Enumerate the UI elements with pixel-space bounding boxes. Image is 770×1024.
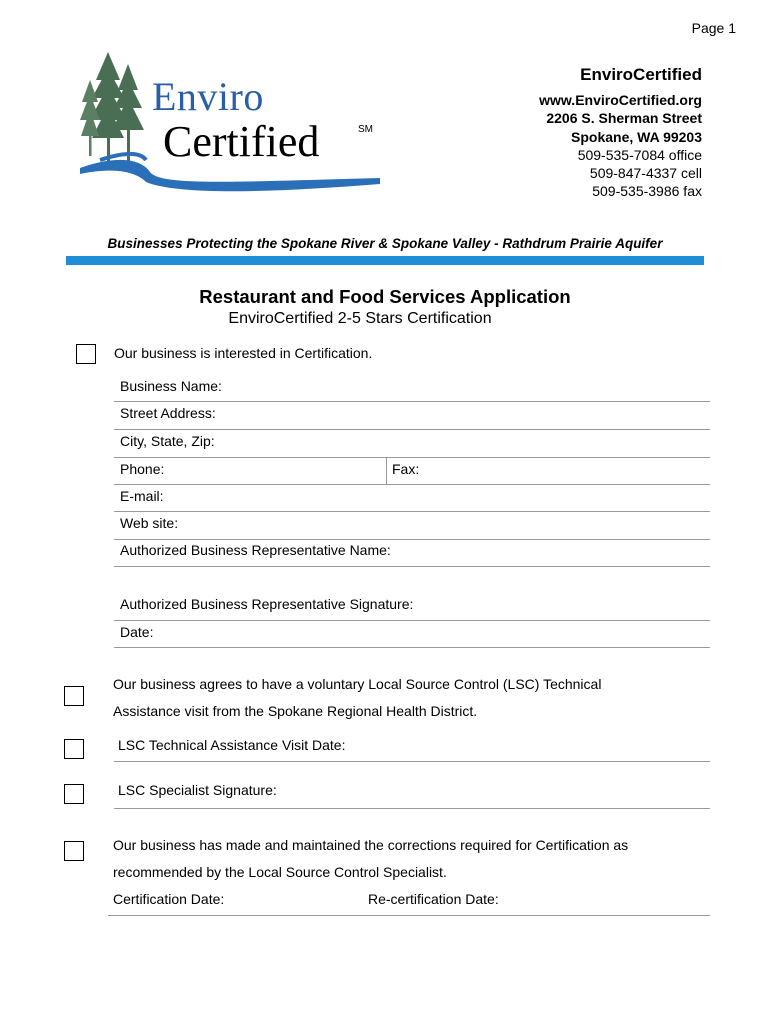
form-title: Restaurant and Food Services Application	[199, 286, 571, 307]
corrections-text-line1: Our business has made and maintained the corrections required for Certification as	[113, 837, 629, 853]
header-divider-bar	[66, 256, 704, 265]
lsc-visit-date-field[interactable]	[114, 761, 710, 762]
corrections-checkbox[interactable]	[64, 841, 84, 861]
street-address-field[interactable]	[114, 429, 710, 430]
website-label: Web site:	[120, 515, 179, 531]
interest-label: Our business is interested in Certification.	[114, 345, 373, 361]
logo-wordmark-certified: Certified	[163, 117, 320, 166]
form-subtitle: EnviroCertified 2-5 Stars Certification	[228, 310, 492, 327]
corrections-text-line2: recommended by the Local Source Control Specialist.	[113, 864, 447, 880]
email-field[interactable]	[114, 511, 710, 512]
lsc-signature-checkbox[interactable]	[64, 784, 84, 804]
website-field[interactable]	[114, 539, 710, 540]
page-number: Page 1	[691, 20, 736, 36]
rep-name-field[interactable]	[114, 566, 710, 567]
fax-label: Fax:	[392, 461, 420, 477]
email-label: E-mail:	[120, 488, 164, 504]
org-name: EnviroCertified	[580, 65, 702, 84]
city-state-zip-field[interactable]	[114, 457, 710, 458]
rep-name-label: Authorized Business Representative Name:	[120, 542, 391, 558]
date-label: Date:	[120, 624, 154, 640]
org-office-phone: 509-535-7084 office	[577, 146, 702, 163]
lsc-signature-field[interactable]	[114, 808, 710, 809]
phone-fax-divider	[386, 457, 387, 484]
lsc-visit-checkbox[interactable]	[64, 739, 84, 759]
interest-checkbox[interactable]	[76, 344, 96, 364]
certification-dates-field[interactable]	[108, 915, 710, 916]
rep-signature-label: Authorized Business Representative Signature:	[120, 596, 414, 612]
lsc-agree-text-line1: Our business agrees to have a voluntary Local Source Control (LSC) Technical	[113, 676, 602, 692]
org-website: www.EnviroCertified.org	[539, 92, 702, 109]
lsc-agree-checkbox[interactable]	[64, 686, 84, 706]
org-cell-phone: 509-847-4337 cell	[589, 165, 702, 182]
tagline: Businesses Protecting the Spokane River & Spokane Valley - Rathdrum Prairie Aquifer	[107, 236, 663, 251]
org-street: 2206 S. Sherman Street	[546, 110, 702, 127]
phone-fax-field[interactable]	[114, 484, 710, 485]
business-name-field[interactable]	[114, 401, 710, 402]
certification-date-label: Certification Date:	[113, 891, 225, 907]
street-address-label: Street Address:	[120, 405, 216, 421]
logo-wordmark-enviro: Enviro	[152, 74, 264, 119]
business-name-label: Business Name:	[120, 378, 222, 394]
service-mark: SM	[358, 124, 373, 135]
lsc-signature-label: LSC Specialist Signature:	[118, 782, 277, 798]
lsc-agree-text-line2: Assistance visit from the Spokane Regional Health District.	[113, 703, 478, 719]
recertification-date-label: Re-certification Date:	[368, 891, 499, 907]
org-city: Spokane, WA 99203	[571, 128, 702, 145]
rep-signature-field[interactable]	[114, 620, 710, 621]
lsc-visit-date-label: LSC Technical Assistance Visit Date:	[118, 737, 346, 753]
org-fax: 509-535-3986 fax	[592, 183, 702, 200]
org-contact-block	[539, 66, 702, 200]
phone-label: Phone:	[120, 461, 165, 477]
city-state-zip-label: City, State, Zip:	[120, 433, 215, 449]
date-field[interactable]	[114, 647, 710, 648]
